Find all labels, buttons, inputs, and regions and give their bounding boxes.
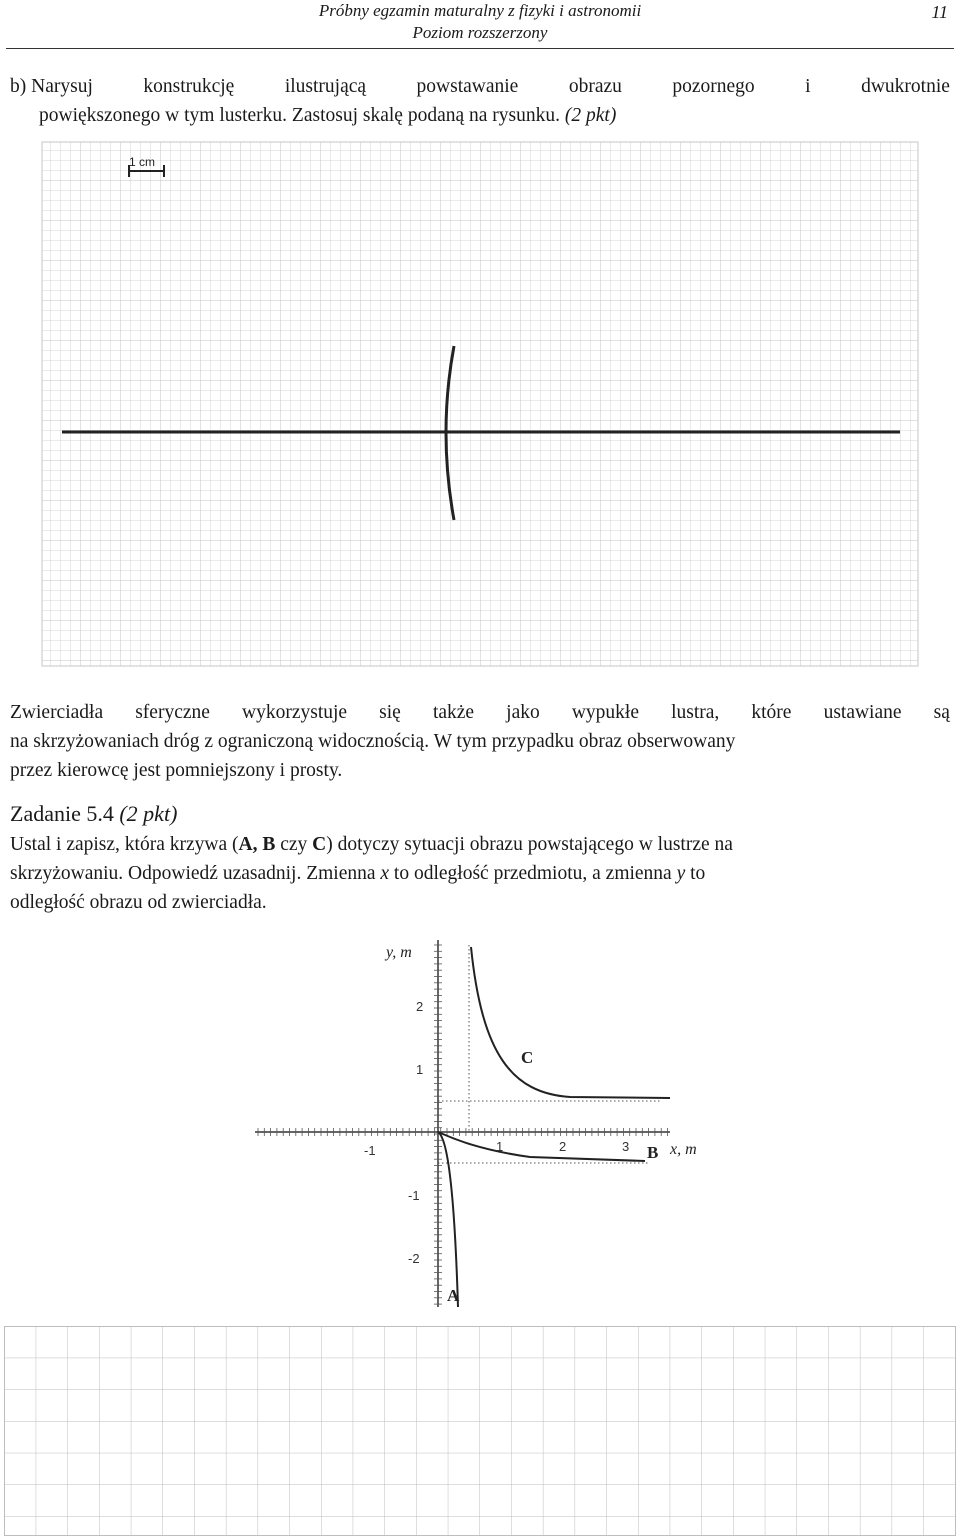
- task-5-4-line1: Ustal i zapisz, która krzywa (A, B czy C) dotyczy sytuacji obrazu powstającego w lustrze na: [10, 834, 733, 855]
- word: dwukrotnie: [861, 76, 950, 97]
- word: konstrukcję: [143, 76, 235, 97]
- grid-background: [42, 142, 918, 666]
- task-5-4-line3: odległość obrazu od zwierciadła.: [10, 892, 267, 913]
- task-b-label: b) Narysuj: [10, 76, 93, 97]
- task-b-points: (2 pkt): [564, 105, 617, 126]
- y-axis-label: y, m: [386, 944, 412, 961]
- task-b-text: [10, 72, 950, 130]
- info-line1: Zwierciadła sferyczne wykorzystuje się także jako wypukłe lustra, które ustawiane są: [10, 702, 950, 723]
- y-tick-label-1: 1: [416, 1062, 424, 1077]
- task-5-4-points: (2 pkt): [119, 801, 178, 826]
- answer-grid[interactable]: [4, 1326, 956, 1536]
- x-tick-label-3: 3: [622, 1139, 630, 1154]
- curve-c: [471, 947, 670, 1098]
- task-b-line1: [10, 72, 950, 101]
- word: i: [805, 76, 811, 97]
- word: powstawanie: [416, 76, 519, 97]
- answer-grid-cells: [5, 1327, 956, 1536]
- header-level: Poziom rozszerzony: [412, 23, 548, 42]
- curve-a: [438, 1132, 458, 1307]
- page-header: [0, 0, 960, 44]
- x-tick-label-1: 1: [496, 1139, 504, 1154]
- curve-b: [438, 1132, 645, 1161]
- y-tick-label-neg1: -1: [408, 1188, 420, 1203]
- x-tick-label-2: 2: [559, 1139, 567, 1154]
- header-exam-title: Próbny egzamin maturalny z fizyki i astronomii: [318, 1, 642, 20]
- word: obrazu: [568, 76, 622, 97]
- curve-a-label: A: [447, 1286, 460, 1305]
- curve-b-label: B: [647, 1143, 659, 1162]
- y-tick-label-neg2: -2: [408, 1251, 420, 1266]
- y-tick-label-2: 2: [416, 999, 424, 1014]
- task-5-4-text: [10, 830, 950, 917]
- word: ilustrującą: [284, 76, 367, 97]
- task-5-4-heading: Zadanie 5.4 (2 pkt): [10, 801, 178, 826]
- word: pozornego: [672, 76, 755, 97]
- x-axis-label: x, m: [670, 1141, 697, 1158]
- curve-c-label: C: [521, 1048, 534, 1067]
- x-tick-label-neg1: -1: [364, 1143, 376, 1158]
- info-paragraph: [10, 698, 950, 785]
- header-divider: [6, 48, 954, 49]
- scale-label: 1 cm: [129, 155, 156, 169]
- task-b-line2: powiększonego w tym lusterku. Zastosuj skalę podaną na rysunku. (2 pkt): [39, 105, 617, 126]
- page-number: 11: [931, 2, 948, 22]
- info-line3: przez kierowcę jest pomniejszony i prosty.: [10, 760, 343, 781]
- task-5-4-line2: skrzyżowaniu. Odpowiedź uzasadnij. Zmienna x to odległość przedmiotu, a zmienna y to: [10, 863, 706, 884]
- curve-graph: [250, 935, 720, 1315]
- info-line2: na skrzyżowaniach dróg z ograniczoną widocznością. W tym przypadku obraz obserwowany: [10, 731, 736, 752]
- mirror-construction-grid[interactable]: [40, 140, 920, 668]
